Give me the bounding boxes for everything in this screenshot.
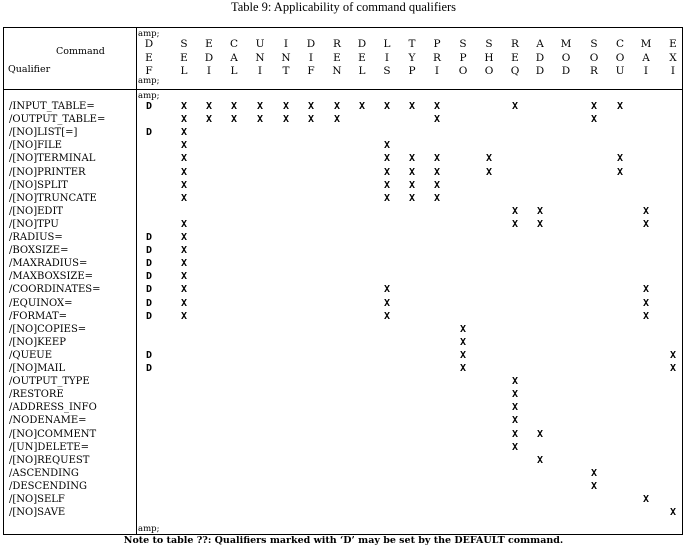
qualifier-name: /[NO]EDIT: [9, 205, 64, 217]
column-header-letter: R: [333, 38, 341, 50]
column-header-letter: E: [205, 38, 213, 50]
amp-marker: amp;: [138, 29, 160, 39]
applicable-mark: X: [408, 101, 416, 112]
column-header-letter: F: [145, 65, 153, 77]
column-header-letter: S: [590, 38, 598, 50]
applicable-mark: X: [511, 101, 519, 112]
applicable-mark: X: [669, 363, 677, 374]
column-header-letter: N: [255, 51, 265, 64]
table-row: [0, 257, 687, 270]
default-mark: D: [145, 297, 153, 309]
qualifier-name: /DESCENDING: [9, 480, 87, 492]
column-header-letter: U: [255, 38, 265, 50]
applicable-mark: X: [616, 153, 624, 165]
table-row: [0, 349, 687, 362]
column-header: [327, 38, 347, 79]
amp-marker: amp;: [138, 524, 160, 534]
column-header-letter: T: [408, 38, 416, 50]
column-header-letter: E: [333, 51, 341, 64]
table-row: [0, 362, 687, 375]
qualifier-name: /MAXBOXSIZE=: [9, 271, 94, 283]
applicable-mark: X: [180, 297, 188, 309]
qualifier-name: /[NO]LIST[=]: [9, 127, 78, 139]
column-header-letter: O: [615, 51, 625, 64]
table-row: [0, 323, 687, 336]
column-header-letter: X: [669, 51, 677, 64]
applicable-mark: X: [383, 192, 391, 204]
column-header-letter: I: [434, 65, 440, 77]
table-row: [0, 126, 687, 139]
column-header-letter: L: [383, 38, 391, 50]
table-row: [0, 113, 687, 126]
table-row: [0, 231, 687, 244]
default-mark: D: [145, 245, 153, 257]
qualifier-name: /[NO]REQUEST: [9, 454, 90, 466]
qualifier-name: /[NO]COPIES=: [9, 323, 87, 335]
column-header-letter: N: [332, 65, 342, 77]
column-header-letter: I: [643, 65, 649, 77]
qualifier-name: /[NO]MAIL: [9, 363, 66, 374]
qualifier-name: /ADDRESS_INFO: [9, 402, 97, 414]
table-row: [0, 192, 687, 205]
column-header: [377, 38, 397, 79]
applicable-mark: X: [536, 454, 544, 466]
applicable-mark: X: [511, 428, 519, 440]
qualifier-name: /[NO]FILE: [9, 140, 62, 152]
column-header: [352, 38, 372, 79]
table-row: [0, 139, 687, 152]
applicable-mark: X: [180, 310, 188, 322]
column-header-letter: O: [458, 65, 468, 77]
table-row: [0, 100, 687, 113]
qualifier-name: /QUEUE: [9, 349, 53, 361]
applicable-mark: X: [642, 494, 650, 505]
header-divider: [3, 89, 683, 90]
column-header: [453, 38, 473, 79]
column-header-letter: R: [433, 51, 441, 64]
applicable-mark: X: [180, 166, 188, 178]
column-header: [663, 38, 683, 79]
default-mark: D: [145, 349, 153, 361]
applicable-mark: X: [180, 140, 188, 152]
applicable-mark: X: [642, 218, 650, 230]
applicable-mark: X: [383, 101, 391, 112]
applicable-mark: X: [511, 415, 519, 427]
amp-marker: amp;: [138, 76, 160, 86]
column-header: [530, 38, 550, 79]
qualifier-name: /BOXSIZE=: [9, 245, 69, 257]
column-header-letter: O: [589, 51, 599, 64]
column-header: [610, 38, 630, 79]
column-header: [584, 38, 604, 79]
applicable-mark: X: [590, 114, 598, 126]
applicable-mark: X: [282, 114, 290, 126]
applicable-mark: X: [205, 114, 213, 126]
applicable-mark: X: [408, 166, 416, 178]
column-header-letter: O: [484, 65, 494, 77]
applicable-mark: X: [180, 232, 188, 243]
applicable-mark: X: [433, 114, 441, 126]
applicable-mark: X: [408, 153, 416, 165]
column-header: [174, 38, 194, 79]
qualifier-name: /[NO]SPLIT: [9, 179, 68, 191]
column-header-letter: N: [281, 51, 291, 64]
default-mark: D: [145, 310, 153, 322]
column-header-letter: I: [308, 51, 314, 64]
column-header: [427, 38, 447, 79]
column-header-letter: I: [257, 65, 263, 77]
applicable-mark: X: [590, 467, 598, 479]
column-header-letter: P: [408, 65, 416, 77]
column-header-letter: Y: [408, 51, 416, 64]
column-header-letter: E: [180, 51, 188, 64]
amp-marker: amp;: [138, 91, 160, 101]
column-header-letter: L: [230, 65, 238, 77]
column-header-letter: A: [536, 38, 544, 50]
table-row: [0, 244, 687, 257]
column-header-letter: F: [307, 65, 315, 77]
qualifier-name: /OUTPUT_TABLE=: [9, 114, 106, 126]
column-header-letter: D: [357, 38, 367, 50]
default-mark: D: [145, 232, 153, 243]
qualifier-name: /COORDINATES=: [9, 284, 101, 296]
applicable-mark: X: [433, 192, 441, 204]
applicable-mark: X: [333, 114, 341, 126]
applicable-mark: X: [230, 101, 238, 112]
applicable-mark: X: [383, 297, 391, 309]
column-header-letter: I: [206, 65, 212, 77]
applicable-mark: X: [642, 297, 650, 309]
default-mark: D: [145, 363, 153, 374]
table-row: [0, 375, 687, 388]
column-header: [636, 38, 656, 79]
table-row: [0, 493, 687, 506]
applicable-mark: X: [642, 205, 650, 217]
applicable-mark: X: [433, 101, 441, 112]
applicable-mark: X: [307, 114, 315, 126]
qualifier-name: /FORMAT=: [9, 310, 67, 322]
column-header-letter: T: [282, 65, 290, 77]
applicable-mark: X: [669, 507, 677, 519]
column-header-letter: A: [230, 51, 238, 64]
qualifier-name: /EQUINOX=: [9, 297, 73, 309]
table-row: [0, 414, 687, 427]
column-header-letter: D: [144, 38, 154, 50]
column-header-letter: O: [561, 51, 571, 64]
applicable-mark: X: [358, 101, 366, 112]
column-header-letter: I: [283, 38, 289, 50]
default-mark: D: [145, 284, 153, 296]
applicable-mark: X: [459, 336, 467, 348]
qualifier-name: /[NO]COMMENT: [9, 428, 97, 440]
applicable-mark: X: [383, 310, 391, 322]
table-row: [0, 480, 687, 493]
table-row: [0, 336, 687, 349]
applicable-mark: X: [180, 101, 188, 112]
applicable-mark: X: [616, 101, 624, 112]
table-row: [0, 441, 687, 454]
column-header-letter: S: [180, 38, 188, 50]
applicable-mark: X: [511, 402, 519, 414]
column-header-letter: S: [459, 38, 467, 50]
applicable-mark: X: [511, 376, 519, 388]
column-header-letter: I: [384, 51, 390, 64]
applicable-mark: X: [459, 349, 467, 361]
column-header-letter: U: [615, 65, 625, 77]
applicable-mark: X: [383, 179, 391, 191]
qualifier-name: /[NO]SAVE: [9, 507, 66, 519]
applicable-mark: X: [282, 101, 290, 112]
applicable-mark: X: [616, 166, 624, 178]
column-header: [402, 38, 422, 79]
applicable-mark: X: [536, 205, 544, 217]
qualifier-name: /[NO]TPU: [9, 218, 59, 230]
qualifier-name: /INPUT_TABLE=: [9, 101, 95, 112]
applicable-mark: X: [485, 166, 493, 178]
column-header: [199, 38, 219, 79]
column-header: [276, 38, 296, 79]
column-header: [556, 38, 576, 79]
table-row: [0, 218, 687, 231]
table-note: Note to table ??: Qualifiers marked with ‘D’ may be set by the DEFAULT command.: [123, 535, 564, 546]
applicable-mark: X: [433, 179, 441, 191]
table-row: [0, 270, 687, 283]
applicable-mark: X: [256, 101, 264, 112]
applicable-mark: X: [408, 192, 416, 204]
qualifier-name: /ASCENDING: [9, 467, 79, 479]
applicable-mark: X: [180, 114, 188, 126]
applicable-mark: X: [180, 271, 188, 283]
qualifier-header-label: Qualifier: [8, 64, 51, 75]
table-row: [0, 166, 687, 179]
column-header-letter: A: [642, 51, 650, 64]
column-header-letter: D: [535, 51, 545, 64]
applicable-mark: X: [180, 192, 188, 204]
table-row: [0, 297, 687, 310]
column-header-letter: M: [640, 38, 652, 50]
column-header-letter: L: [180, 65, 188, 77]
default-mark: D: [145, 271, 153, 283]
table-row: [0, 310, 687, 323]
applicable-mark: X: [590, 101, 598, 112]
column-header-letter: R: [590, 65, 598, 77]
column-header-letter: E: [511, 51, 519, 64]
applicable-mark: X: [307, 101, 315, 112]
table-row: [0, 205, 687, 218]
qualifier-name: /OUTPUT_TYPE: [9, 376, 90, 388]
applicable-mark: X: [333, 101, 341, 112]
default-mark: D: [145, 127, 153, 139]
table-row: [0, 179, 687, 192]
qualifier-name: /RADIUS=: [9, 232, 63, 243]
qualifier-name: /[NO]PRINTER: [9, 166, 86, 178]
applicable-mark: X: [536, 428, 544, 440]
applicable-mark: X: [180, 127, 188, 139]
applicable-mark: X: [383, 284, 391, 296]
applicable-mark: X: [256, 114, 264, 126]
column-header: [250, 38, 270, 79]
default-mark: D: [145, 258, 153, 270]
qualifier-name: /[NO]TERMINAL: [9, 153, 96, 165]
applicable-mark: X: [511, 389, 519, 401]
applicable-mark: X: [383, 166, 391, 178]
applicable-mark: X: [383, 153, 391, 165]
table-row: [0, 467, 687, 480]
table-row: [0, 152, 687, 165]
column-header-letter: D: [204, 51, 214, 64]
qualifier-name: /[NO]SELF: [9, 494, 65, 505]
column-header-letter: D: [535, 65, 545, 77]
qualifier-name: /[NO]KEEP: [9, 336, 66, 348]
column-header-letter: R: [511, 38, 519, 50]
column-header-letter: C: [229, 38, 239, 50]
qualifier-name: /[NO]TRUNCATE: [9, 192, 97, 204]
applicable-mark: X: [511, 441, 519, 453]
applicable-mark: X: [642, 310, 650, 322]
column-header-letter: Q: [510, 65, 520, 77]
table-row: [0, 428, 687, 441]
column-header-letter: S: [383, 65, 391, 77]
column-header-letter: M: [560, 38, 572, 50]
table-row: [0, 388, 687, 401]
applicable-mark: X: [433, 166, 441, 178]
applicable-mark: X: [590, 480, 598, 492]
column-header-letter: D: [306, 38, 316, 50]
applicable-mark: X: [511, 218, 519, 230]
column-header-letter: E: [145, 51, 153, 64]
table-caption: Table 9: Applicability of command qualifiers: [230, 0, 457, 14]
column-header-letter: I: [670, 65, 676, 77]
applicable-mark: X: [485, 153, 493, 165]
column-header: [139, 38, 159, 79]
column-header-letter: H: [484, 51, 494, 64]
qualifier-name: /RESTORE: [9, 389, 64, 401]
applicable-mark: X: [459, 363, 467, 374]
column-header-letter: D: [561, 65, 571, 77]
column-header: [479, 38, 499, 79]
column-header: [505, 38, 525, 79]
applicable-mark: X: [642, 284, 650, 296]
qualifier-name: /NODENAME=: [9, 415, 87, 427]
applicable-mark: X: [180, 245, 188, 257]
applicable-mark: X: [205, 101, 213, 112]
applicable-mark: X: [230, 114, 238, 126]
command-header-label: Command: [56, 46, 105, 57]
applicable-mark: X: [383, 140, 391, 152]
applicable-mark: X: [180, 258, 188, 270]
applicable-mark: X: [536, 218, 544, 230]
column-header-letter: S: [485, 38, 493, 50]
qualifier-name: /[UN]DELETE=: [9, 441, 89, 453]
table-row: [0, 506, 687, 519]
column-header-letter: E: [669, 38, 677, 50]
applicable-mark: X: [180, 218, 188, 230]
table-row: [0, 283, 687, 296]
applicable-mark: X: [433, 153, 441, 165]
applicable-mark: X: [180, 153, 188, 165]
applicable-mark: X: [459, 323, 467, 335]
column-header-letter: P: [459, 51, 467, 64]
column-header: [224, 38, 244, 79]
qualifier-name: /MAXRADIUS=: [9, 258, 88, 270]
applicable-mark: X: [180, 179, 188, 191]
table-row: [0, 454, 687, 467]
table-row: [0, 401, 687, 414]
column-header-letter: P: [433, 38, 441, 50]
column-header-letter: L: [358, 65, 366, 77]
column-header-letter: E: [358, 51, 366, 64]
applicable-mark: X: [408, 179, 416, 191]
column-header-letter: C: [615, 38, 625, 50]
applicable-mark: X: [511, 205, 519, 217]
default-mark: D: [145, 101, 153, 112]
applicable-mark: X: [669, 349, 677, 361]
applicable-mark: X: [180, 284, 188, 296]
column-header: [301, 38, 321, 79]
